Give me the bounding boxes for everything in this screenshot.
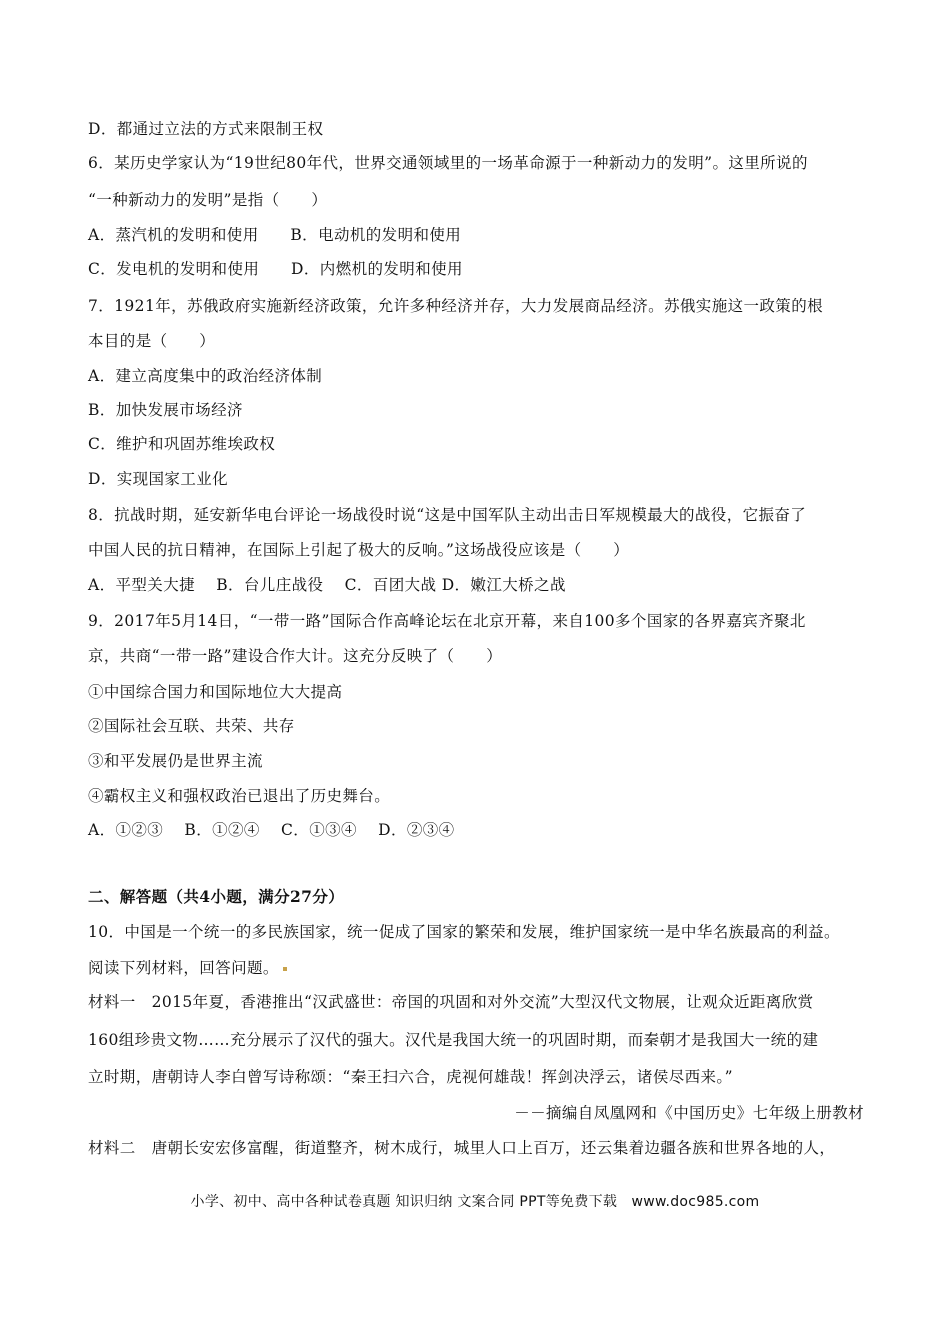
q8-options: A．平型关大捷 B．台儿庄战役 C．百团大战 D．嫩江大桥之战 — [88, 576, 566, 594]
q7-stem-line1: 7．1921年，苏俄政府实施新经济政策，允许多种经济并存，大力发展商品经济。苏俄实施这一政策的根 — [88, 297, 824, 315]
q8-stem-line2: 中国人民的抗日精神，在国际上引起了极大的反响。”这场战役应该是（ ） — [88, 541, 630, 559]
q10-stem-line1: 10．中国是一个统一的多民族国家，统一促成了国家的繁荣和发展，维护国家统一是中华名族最高的利益。 — [88, 923, 840, 941]
dot-mark — [283, 967, 287, 971]
material1-line3: 立时期，唐朝诗人李白曾写诗称颂：“秦王扫六合，虎视何雄哉！挥剑决浮云，诸侯尽西来。” — [88, 1068, 733, 1086]
q9-options: A．①②③ B．①②④ C．①③④ D．②③④ — [88, 821, 455, 839]
q6-stem-line2: “一种新动力的发明”是指（ ） — [88, 191, 328, 209]
q9-statement-2: ②国际社会互联、共荣、共存 — [88, 717, 295, 735]
q10-stem-line2 — [88, 958, 287, 978]
q8-stem-line1: 8．抗战时期，延安新华电台评论一场战役时说“这是中国军队主动出击日军规模最大的战役，它振奋了 — [88, 506, 807, 524]
section-title: 二、解答题（共4小题，满分27分） — [88, 887, 345, 906]
material1-source: －－摘编自凤凰网和《中国历史》七年级上册教材 — [514, 1104, 864, 1122]
q7-option-a: A．建立高度集中的政治经济体制 — [88, 367, 323, 385]
q6-options-cd: C．发电机的发明和使用 D．内燃机的发明和使用 — [88, 260, 463, 278]
q9-statement-1: ①中国综合国力和国际地位大大提高 — [88, 683, 343, 701]
q7-stem-line2: 本目的是（ ） — [88, 332, 216, 350]
q9-statement-4: ④霸权主义和强权政治已退出了历史舞台。 — [88, 787, 391, 805]
q5-option-d: D．都通过立法的方式来限制王权 — [88, 120, 324, 138]
footer-banner: 小学、初中、高中各种试卷真题 知识归纳 文案合同 PPT等免费下载 www.doc985.com — [190, 1194, 760, 1210]
q6-options-ab: A．蒸汽机的发明和使用 B．电动机的发明和使用 — [88, 226, 462, 244]
q9-stem-line1: 9．2017年5月14日，“一带一路”国际合作高峰论坛在北京开幕，来自100多个国家的各界嘉宾齐聚北 — [88, 612, 806, 630]
material1-line2: 160组珍贵文物……充分展示了汉代的强大。汉代是我国大统一的巩固时期，而秦朝才是我国大一统的建 — [88, 1031, 819, 1049]
q10-stem-line2-text: 阅读下列材料，回答问题。 — [88, 959, 279, 977]
q9-statement-3: ③和平发展仍是世界主流 — [88, 752, 263, 770]
q7-option-b: B．加快发展市场经济 — [88, 401, 243, 419]
q9-stem-line2: 京，共商“一带一路”建设合作大计。这充分反映了（ ） — [88, 647, 503, 665]
q7-option-d: D．实现国家工业化 — [88, 470, 229, 488]
q6-stem-line1: 6．某历史学家认为“19世纪80年代，世界交通领域里的一场革命源于一种新动力的发明”。这里所说的 — [88, 154, 808, 172]
material1-line1: 材料一 2015年夏，香港推出“汉武盛世：帝国的巩固和对外交流”大型汉代文物展，让观众近距离欣赏 — [88, 993, 814, 1011]
material2-line1: 材料二 唐朝长安宏侈富醒，街道整齐，树木成行，城里人口上百万，还云集着边疆各族和世界各地的人， — [88, 1139, 836, 1157]
q7-option-c: C．维护和巩固苏维埃政权 — [88, 435, 276, 453]
